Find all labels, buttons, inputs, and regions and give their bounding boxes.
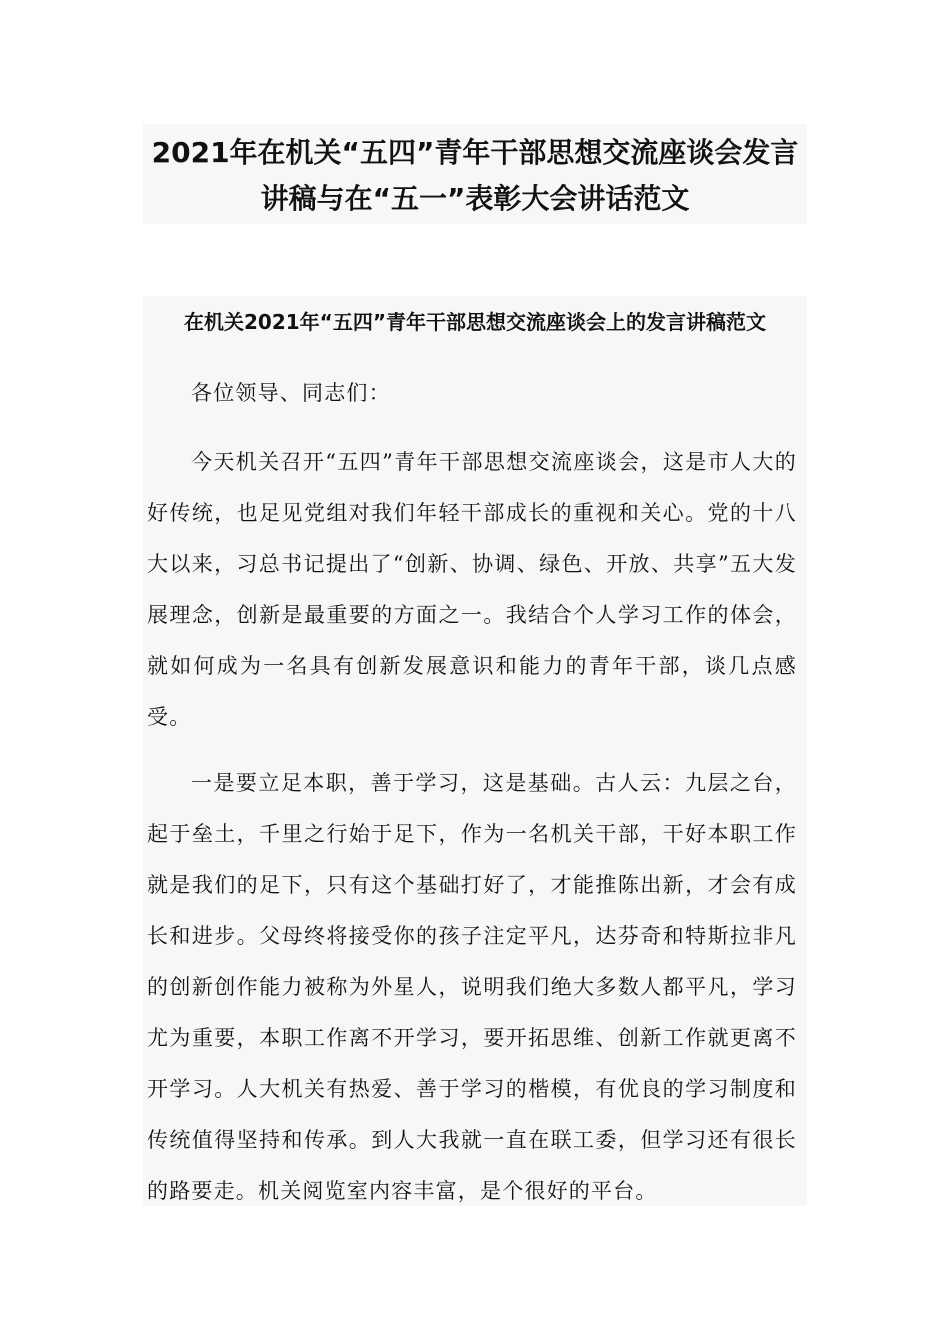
section-title: 在机关2021年“五四”青年干部思想交流座谈会上的发言讲稿范文 bbox=[184, 310, 766, 334]
point-one-paragraph: 一是要立足本职，善于学习，这是基础。古人云：九层之台，起于垒土，千里之行始于足下，作为一名机关干部，干好本职工作就是我们的足下，只有这个基础打好了，才能推陈出新，才会有成长和进步。父母终将接受你的孩子注定平凡，达芬奇和特斯拉非凡的创新创作能力被称为外星人，说明我们绝大多数人都平凡，学习尤为重要，本职工作离不开学习，要开拓思维、创新工作就更离不开学习。人大机关有热爱、善于学习的楷模，有优良的学习制度和传统值得坚持和传承。到人大我就一直在联工委，但学习还有很长的路要走。机关阅览室内容丰富，是个很好的平台。 bbox=[147, 771, 797, 1203]
document-title: 2021年在机关“五四”青年干部思想交流座谈会发言讲稿与在“五一”表彰大会讲话范文 bbox=[143, 124, 807, 224]
document-body bbox=[143, 296, 807, 1206]
greeting-paragraph: 各位领导、同志们： bbox=[191, 381, 391, 405]
intro-paragraph: 今天机关召开“五四”青年干部思想交流座谈会，这是市人大的好传统，也足见党组对我们年轻干部成长的重视和关心。党的十八大以来，习总书记提出了“创新、协调、绿色、开放、共享”五大发展理念，创新是最重要的方面之一。我结合个人学习工作的体会，就如何成为一名具有创新发展意识和能力的青年干部，谈几点感受。 bbox=[147, 450, 797, 729]
